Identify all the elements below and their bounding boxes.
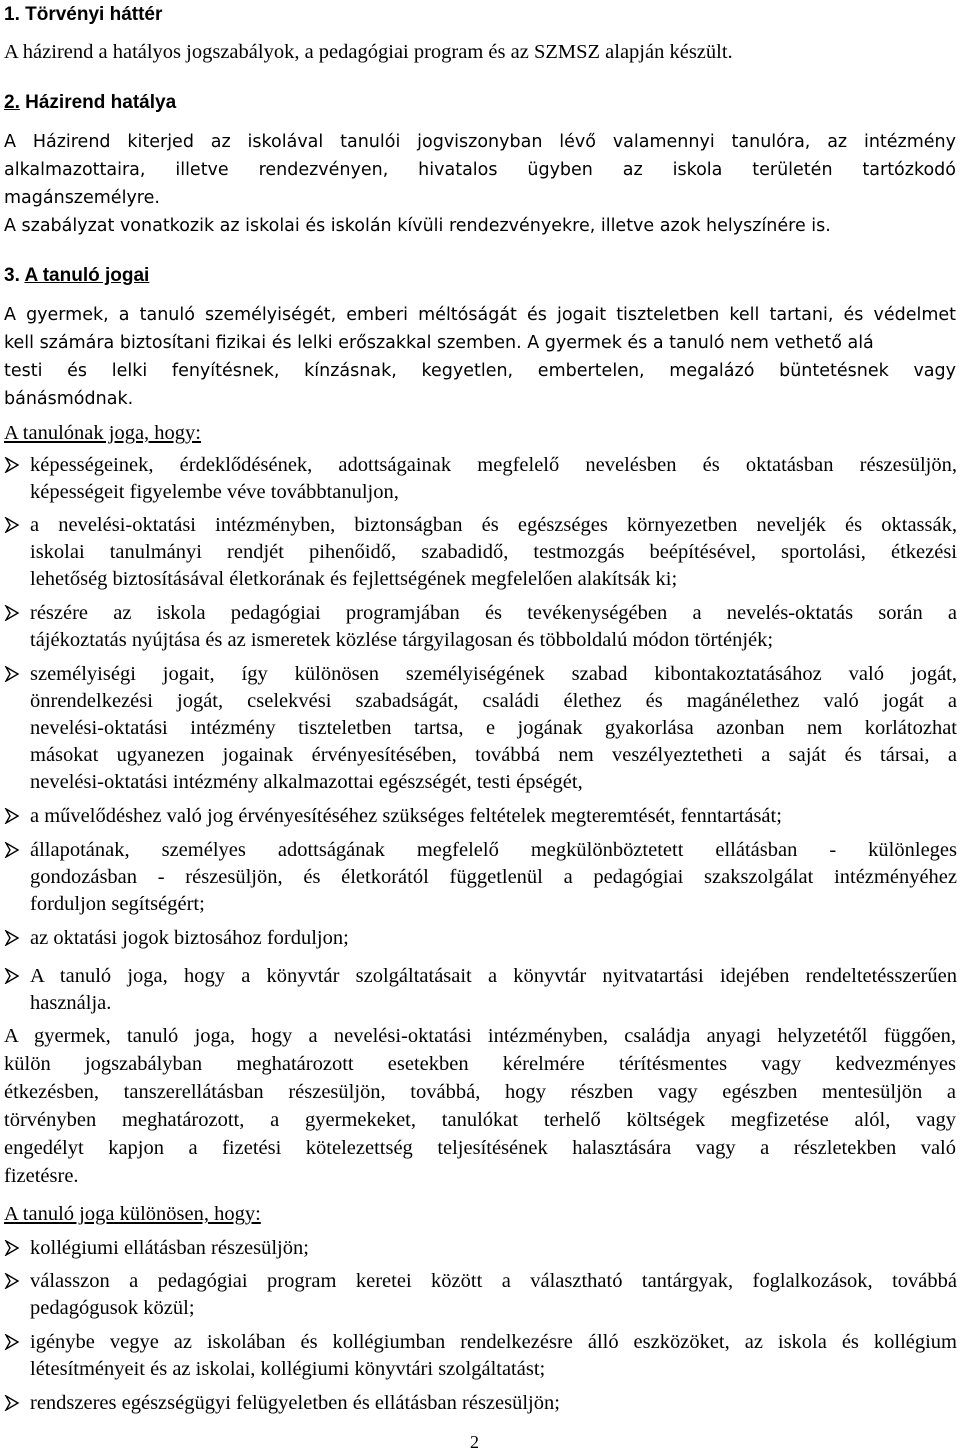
bullet-6-line-2: gondozásban - részesüljön, és életkorától függetlenül a pedagógiai szakszolgálat intézményéhez — [30, 866, 957, 888]
arrow-bullet-icon — [4, 452, 22, 478]
para2-line-6: fizetésre. — [4, 1165, 79, 1187]
bullet-5-line-1: a művelődéshez való jog érvényesítéséhez szükséges feltételek megteremtését, fenntartását; — [30, 805, 782, 827]
section-2-line-3: magánszemélyre. — [4, 188, 160, 208]
bullet-4-line-1: személyiségi jogait, így különösen személyiségének szabad kibontakoztatásához való jogát, — [30, 663, 957, 685]
section-3-line-3: testi és lelki fenyítésnek, kínzásnak, kegyetlen, embertelen, megalázó büntetésnek vagy — [4, 361, 956, 381]
section-2-number: 2. — [4, 92, 20, 113]
arrow-bullet-icon — [4, 1268, 22, 1294]
bullet-4-line-2: önrendelkezési jogát, cselekvési szabadságát, családi élethez és magánélethez való jogát a — [30, 690, 957, 712]
section-3-line-2 — [4, 330, 874, 356]
section-3-line-4: bánásmódnak. — [4, 389, 134, 409]
arrow-bullet-icon — [4, 837, 22, 863]
arrow-bullet-icon — [4, 512, 22, 538]
bullet2-3-line-2: létesítményeit és az iskolai, kollégiumi könyvtári szolgáltatást; — [30, 1358, 546, 1380]
bullet-7-line-1: az oktatási jogok biztosához forduljon; — [30, 927, 349, 949]
para2-line-1: A gyermek, tanuló joga, hogy a nevelési-oktatási intézményben, családja anyagi helyzetétől függően, — [4, 1025, 956, 1047]
arrow-bullet-icon — [4, 803, 22, 829]
bullet-4-line-3: nevelési-oktatási intézmény tiszteletben tartsa, e jogának gyakorlása azonban nem korlátozhat — [30, 717, 957, 739]
bullet2-4-line-1: rendszeres egészségügyi felügyeletben és ellátásban részesüljön; — [30, 1392, 560, 1414]
bullet-3-line-1: részére az iskola pedagógiai programjában és tevékenységében a nevelés-oktatás során a — [30, 602, 957, 624]
section-3-heading — [4, 263, 149, 289]
bullet-4-line-4: másokat ugyanezen jogainak érvényesítésében, továbbá nem veszélyeztetheti a saját és társai, a — [30, 744, 957, 766]
bullet2-3-line-1: igénybe vegye az iskolában és kollégiumban rendelkezésre álló eszközöket, az iskola és kollégium — [30, 1331, 957, 1353]
bullet2-1-line-1: kollégiumi ellátásban részesüljön; — [30, 1237, 309, 1259]
bullet-3-line-2: tájékoztatás nyújtása és az ismeretek közlése tárgyilagosan és többoldalú módon történjék; — [30, 629, 774, 651]
page-number: 2 — [470, 1432, 479, 1452]
para2-line-4: törvényben meghatározott, a gyermekeket, tanulókat terhelő költségek megfizetése alól, vagy — [4, 1109, 956, 1131]
section-3-line-2b: A gyermek és a tanuló nem vethető alá — [527, 333, 874, 353]
rights-intro: A tanulónak joga, hogy: — [4, 422, 202, 444]
para2-line-3: étkezésben, tanszerellátásban részesüljön, továbbá, hogy részben vagy egészben mentesüljön a — [4, 1081, 956, 1103]
bullet-2-line-2: iskolai tanulmányi rendjét pihenőidő, szabadidő, testmozgás beépítésével, sportolási, étkezési — [30, 541, 957, 563]
para2-line-5: engedélyt kapjon a fizetési kötelezettség teljesítésének halasztására vagy a részletekben való — [4, 1137, 956, 1159]
section-3-line-2a: kell számára biztosítani fizikai és lelki erőszakkal szemben. — [4, 333, 522, 353]
section-2-title: Házirend hatálya — [25, 92, 177, 113]
bullet-4-line-5: nevelési-oktatási intézmény alkalmazottai egészségét, testi épségét, — [30, 771, 583, 793]
bullet-8-line-2: használja. — [30, 992, 112, 1014]
bullet-2-line-1: a nevelési-oktatási intézményben, biztonságban és egészséges környezetben neveljék és oktassák, — [30, 514, 957, 536]
section-2-line-2: alkalmazottaira, illetve rendezvényen, hivatalos ügyben az iskola területén tartózkodó — [4, 160, 956, 180]
section-1-heading: 1. Törvényi háttér — [4, 4, 163, 25]
bullet-6-line-1: állapotának, személyes adottságának megfelelő megkülönböztetett ellátásban - különleges — [30, 839, 957, 861]
arrow-bullet-icon — [4, 661, 22, 687]
section-3-title: A tanuló jogai — [24, 265, 150, 286]
para2-line-2: külön jogszabályban meghatározott esetekben kérelmére térítésmentes vagy kedvezményes — [4, 1053, 956, 1075]
special-rights-intro: A tanuló joga különösen, hogy: — [4, 1203, 261, 1225]
bullet2-2-line-1: válasszon a pedagógiai program keretei között a választható tantárgyak, foglalkozások, továbbá — [30, 1270, 957, 1292]
bullet2-2-line-2: pedagógusok közül; — [30, 1297, 195, 1319]
arrow-bullet-icon — [4, 1235, 22, 1261]
bullet-2-line-3: lehetőség biztosításával életkorának és fejlettségének megfelelően alakítsák ki; — [30, 568, 678, 590]
arrow-bullet-icon — [4, 1390, 22, 1416]
bullet-6-line-3: forduljon segítségért; — [30, 893, 205, 915]
arrow-bullet-icon — [4, 600, 22, 626]
section-2-line-4: A szabályzat vonatkozik az iskolai és iskolán kívüli rendezvényekre, illetve azok helyszínére is. — [4, 216, 831, 236]
bullet-1-line-2: képességeit figyelembe véve továbbtanuljon, — [30, 481, 399, 503]
bullet-8-line-1: A tanuló joga, hogy a könyvtár szolgáltatásait a könyvtár nyitvatartási idejében rendeltetésszerűen — [30, 965, 957, 987]
section-2-heading — [4, 90, 176, 116]
arrow-bullet-icon — [4, 963, 22, 989]
section-3-line-1: A gyermek, a tanuló személyiségét, emberi méltóságát és jogait tiszteletben kell tartani, és védelmet — [4, 305, 956, 325]
section-3-number: 3. — [4, 265, 20, 286]
arrow-bullet-icon — [4, 925, 22, 951]
section-2-line-1: A Házirend kiterjed az iskolával tanulói jogviszonyban lévő valamennyi tanulóra, az intézmény — [4, 132, 956, 152]
arrow-bullet-icon — [4, 1329, 22, 1355]
section-1-text: A házirend a hatályos jogszabályok, a pedagógiai program és az SZMSZ alapján készült. — [4, 41, 733, 63]
bullet-1-line-1: képességeinek, érdeklődésének, adottságainak megfelelő nevelésben és oktatásban részesüljön, — [30, 454, 957, 476]
